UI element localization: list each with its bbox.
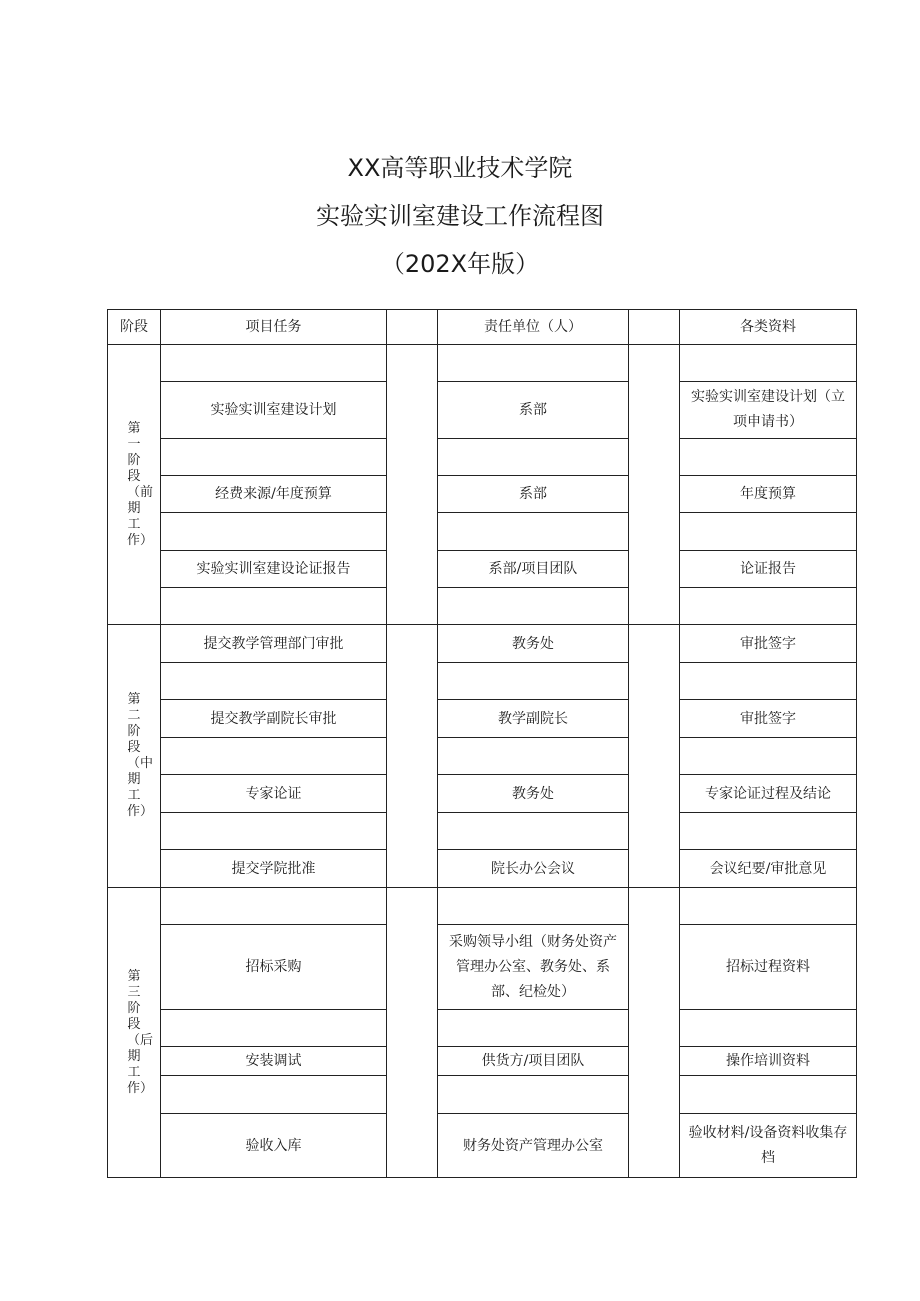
empty-cell [161,439,387,476]
table-row [108,738,857,775]
empty-cell [680,663,857,700]
connector-column [387,625,438,888]
empty-cell [438,738,629,775]
table-row [108,775,857,813]
connector-column [387,345,438,625]
header-row [108,310,857,345]
empty-cell [161,588,387,625]
empty-cell [680,345,857,382]
connector-column [629,625,680,888]
unit-cell: 教务处 [438,775,629,813]
empty-cell [438,888,629,925]
docs-cell: 论证报告 [680,551,857,588]
empty-cell [161,1076,387,1114]
empty-cell [680,1010,857,1047]
empty-cell [680,439,857,476]
unit-cell: 系部/项目团队 [438,551,629,588]
empty-cell [161,345,387,382]
document-version: （202X年版） [380,250,540,278]
empty-cell [680,588,857,625]
empty-cell [680,513,857,551]
connector-column [629,345,680,625]
empty-cell [161,888,387,925]
empty-cell [438,1076,629,1114]
table-row [108,700,857,738]
connector-column [629,888,680,1178]
empty-cell [161,513,387,551]
empty-cell [438,588,629,625]
empty-cell [680,1076,857,1114]
table-row [108,625,857,663]
docs-cell: 验收材料/设备资料收集存档 [680,1114,857,1178]
table-row [108,1010,857,1047]
table-row [108,888,857,925]
stage-3-label: 第三阶段（后期工作） [127,968,154,1096]
unit-cell: 供货方/项目团队 [438,1047,629,1076]
empty-cell [161,813,387,850]
unit-cell: 教学副院长 [438,700,629,738]
unit-cell: 采购领导小组（财务处资产管理办公室、教务处、系部、纪检处） [438,925,629,1010]
task-cell: 招标采购 [161,925,387,1010]
docs-cell: 会议纪要/审批意见 [680,850,857,888]
document-title: XX高等职业技术学院 [347,154,573,182]
document-subtitle: 实验实训室建设工作流程图 [316,202,604,230]
task-cell: 专家论证 [161,775,387,813]
table-row [108,476,857,513]
table-row [108,1114,857,1178]
table-row [108,925,857,1010]
workflow-table [107,309,857,1178]
docs-cell: 审批签字 [680,700,857,738]
stage-1-cell [108,345,161,625]
empty-cell [438,439,629,476]
table-row [108,439,857,476]
unit-cell: 系部 [438,476,629,513]
header-unit: 责任单位（人） [438,310,629,345]
empty-cell [438,513,629,551]
empty-cell [161,1010,387,1047]
empty-cell [438,345,629,382]
empty-cell [161,738,387,775]
task-cell: 提交学院批准 [161,850,387,888]
table-row [108,1076,857,1114]
empty-cell [680,888,857,925]
header-docs: 各类资料 [680,310,857,345]
table-row [108,1047,857,1076]
task-cell: 实验实训室建设计划 [161,382,387,439]
table-row [108,588,857,625]
header-spacer [629,310,680,345]
table-row [108,345,857,382]
empty-cell [680,813,857,850]
task-cell: 提交教学副院长审批 [161,700,387,738]
stage-1-label: 第一阶段（前期工作） [127,420,154,548]
unit-cell: 系部 [438,382,629,439]
empty-cell [438,813,629,850]
unit-cell: 财务处资产管理办公室 [438,1114,629,1178]
task-cell: 验收入库 [161,1114,387,1178]
table-row [108,513,857,551]
table-row [108,382,857,439]
docs-cell: 操作培训资料 [680,1047,857,1076]
task-cell: 实验实训室建设论证报告 [161,551,387,588]
header-spacer [387,310,438,345]
empty-cell [161,663,387,700]
table-row [108,551,857,588]
table-row [108,850,857,888]
task-cell: 经费来源/年度预算 [161,476,387,513]
task-cell: 安装调试 [161,1047,387,1076]
header-task: 项目任务 [161,310,387,345]
connector-column [387,888,438,1178]
table-row [108,663,857,700]
stage-2-label: 第二阶段（中期工作） [127,692,154,819]
unit-cell: 教务处 [438,625,629,663]
empty-cell [680,738,857,775]
task-cell: 提交教学管理部门审批 [161,625,387,663]
unit-cell: 院长办公会议 [438,850,629,888]
docs-cell: 专家论证过程及结论 [680,775,857,813]
docs-cell: 年度预算 [680,476,857,513]
stage-3-cell [108,888,161,1178]
header-stage: 阶段 [108,310,161,345]
docs-cell: 招标过程资料 [680,925,857,1010]
docs-cell: 审批签字 [680,625,857,663]
empty-cell [438,1010,629,1047]
table-row [108,813,857,850]
docs-cell: 实验实训室建设计划（立项申请书） [680,382,857,439]
stage-2-cell [108,625,161,888]
empty-cell [438,663,629,700]
